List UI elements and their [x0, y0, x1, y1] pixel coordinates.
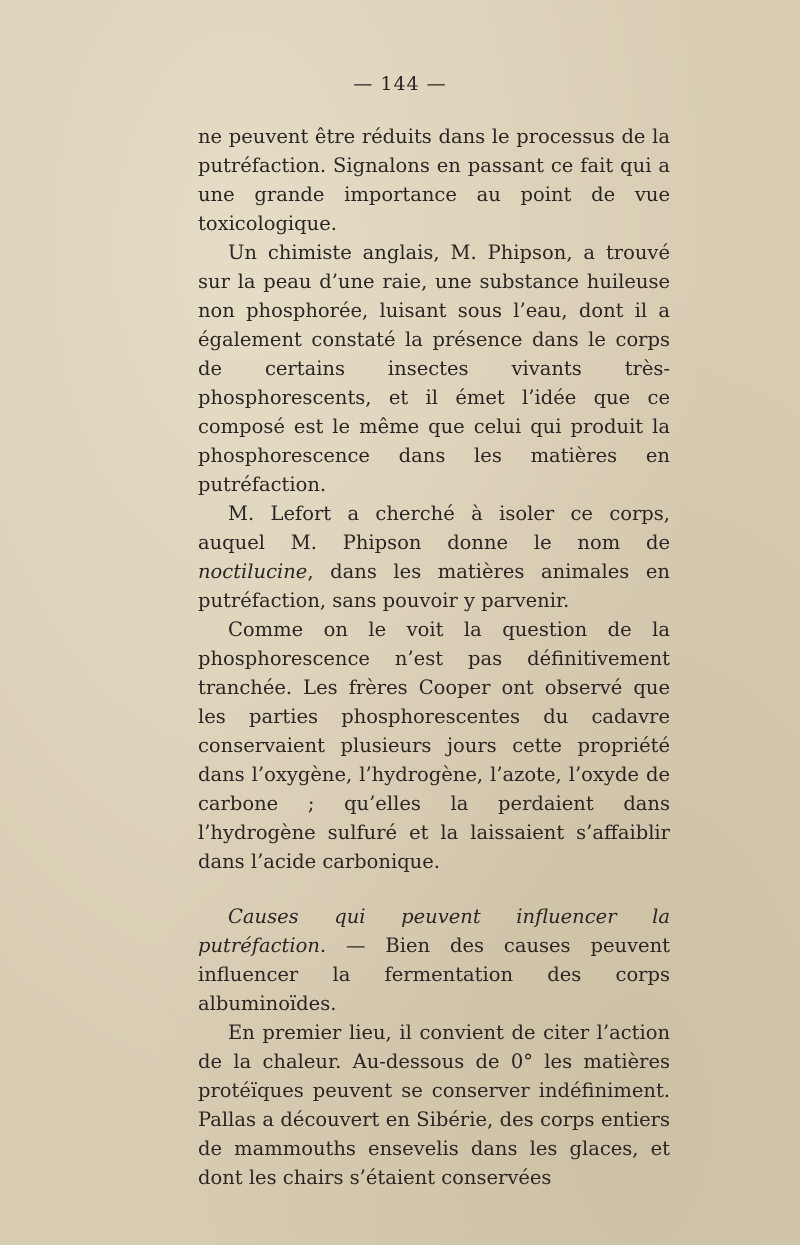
- paragraph-4: Comme on le voit la question de la phosphorescence n’est pas définitivement tranchée. Les frères Cooper ont observé que les parties phosphorescentes du cadavre conservaient plusieurs jours cette propriété dans l’oxygène, l’hydrogène, l’azote, l’oxyde de carbone ; qu’elles la perdaient dans l’hydrogène sulfuré et la laissaient s’affaiblir dans l’acide carbonique.: [198, 618, 670, 873]
- section-paragraph: [198, 902, 670, 1018]
- paragraph-5: En premier lieu, il convient de citer l’action de la chaleur. Au-dessous de 0° les matières protéïques peuvent se conserver indéfiniment. Pallas a découvert en Sibérie, des corps entiers de mammouths ensevelis dans les glaces, et dont les chairs s’étaient conservées: [198, 1021, 670, 1189]
- section-spacer: [198, 876, 670, 902]
- term-noctilucine: noctilucine: [198, 560, 308, 583]
- paragraph-3: [198, 499, 670, 615]
- section-title-rest: — Bien des causes peuvent influencer la fermentation des corps albuminoïdes.: [198, 934, 670, 1015]
- paragraph-1: ne peuvent être réduits dans le processus de la putréfaction. Signalons en passant ce fait qui a une grande importance au point de vue toxicologique.: [198, 125, 670, 235]
- paragraph-3-end: , dans les matières animales en putréfaction, sans pouvoir y parvenir.: [198, 560, 670, 612]
- paragraph-3-start: M. Lefort a cherché à isoler ce corps, auquel M. Phipson donne le nom de: [198, 502, 670, 554]
- body-text: [198, 122, 670, 1192]
- section-title: Causes qui peuvent influencer la putréfaction.: [198, 905, 670, 957]
- page-number: — 144 —: [353, 73, 447, 95]
- paragraph-2: Un chimiste anglais, M. Phipson, a trouvé sur la peau d’une raie, une substance huileuse non phosphorée, luisant sous l’eau, dont il a également constaté la présence dans le corps de certains insectes vivants très-phosphorescents, et il émet l’idée que ce composé est le même que celui qui produit la phosphorescence dans les matières en putréfaction.: [198, 241, 670, 496]
